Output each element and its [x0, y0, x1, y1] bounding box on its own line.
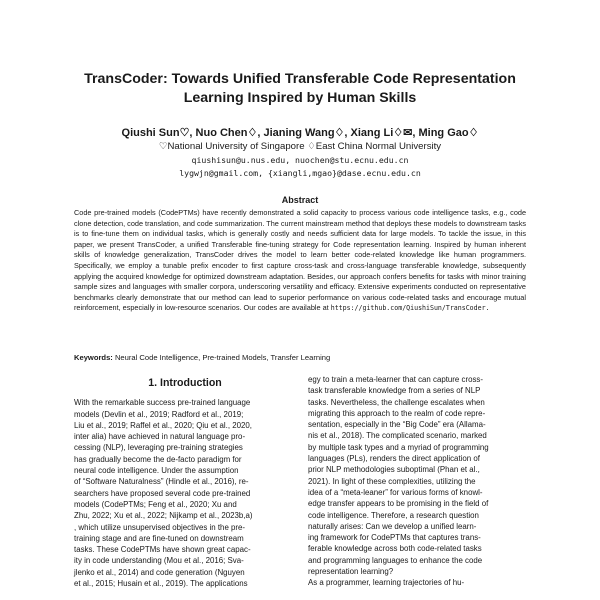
- intro-right-line: by multiple task types and a myriad of programming: [308, 442, 489, 452]
- section-heading-introduction: 1. Introduction: [148, 377, 222, 389]
- intro-left-line: Zhu, 2022; Xu et al., 2022; Nijkamp et al., 2023b,a): [74, 511, 253, 521]
- paper-title: [40, 70, 560, 108]
- keywords: [74, 352, 526, 363]
- intro-left-line: tasks. These CodePTMs have shown great capac-: [74, 545, 251, 555]
- intro-left-line: has gradually become the de-facto paradigm for: [74, 454, 242, 464]
- intro-right-line: tasks. Nevertheless, the challenge escalates when: [308, 397, 485, 407]
- intro-left-line: , which utilize unsupervised objectives in the pre-: [74, 522, 246, 532]
- abstract-body: [74, 208, 526, 314]
- intro-left-line: models (Devlin et al., 2019; Radford et al., 2019;: [74, 409, 244, 419]
- intro-left-line: ity in code understanding (Mou et al., 2016; Sva-: [74, 556, 244, 566]
- intro-right-line: ferable knowledge across both code-related tasks: [308, 544, 482, 554]
- intro-right-line: languages (PLs), renders the direct application of: [308, 454, 480, 464]
- intro-right-line: edge transfer appears to be promising in the field of: [308, 499, 489, 509]
- intro-right-line: sentation, especially in the “Big Code” era (Allama-: [308, 420, 486, 430]
- keywords-label: Keywords:: [74, 353, 113, 362]
- intro-right-column: [308, 374, 526, 589]
- title-line-1: TransCoder: Towards Unified Transferable Code Representation: [84, 71, 516, 87]
- intro-right-line: ing framework for CodePTMs that captures trans-: [308, 533, 481, 543]
- abstract-text: Code pre-trained models (CodePTMs) have recently demonstrated a solid capacity to process various code intelligence tasks, e.g., code clone detection, code translation, and code summarization. The current mainstream method that deploys these models to downstream tasks is to fine-tune them on individual tasks, which is generally costly and needs sufficient data for large models. To tackle the issue, in this paper, we present TransCoder, a unified Transferable fine-tuning strategy for Code representation learning. Inspired by human inherent skills of knowledge generalization, TransCoder drives the model to learn better code-related knowledge like human programmers. Specifically, we employ a tunable prefix encoder to first capture cross-task and cross-language transferable knowledge, subsequently applying the acquired knowledge for optimized downstream adaptation. Besides, our approach confers benefits for tasks with minor training sample sizes and languages with smaller corpora, underscoring versatility and efficacy. Extensive experiments conducted on representative benchmarks clearly demonstrate that our method can lead to superior performance on various code-related tasks and encourage mutual reinforcement, especially in low-resource scenarios. Our codes are available at: [74, 208, 526, 313]
- intro-right-line: and programming languages to enhance the code: [308, 555, 483, 565]
- intro-right-line: egy to train a meta-learner that can capture cross-: [308, 375, 483, 384]
- title-line-2: Learning Inspired by Human Skills: [183, 90, 417, 106]
- keywords-text: Neural Code Intelligence, Pre-trained Models, Transfer Learning: [112, 353, 331, 362]
- intro-left-line: neural code intelligence. Under the assumption: [74, 466, 239, 476]
- intro-right-line: task transferable knowledge from a series of NLP: [308, 386, 481, 396]
- intro-right-line: As a programmer, learning trajectories of hu-: [308, 578, 465, 588]
- code-url-link[interactable]: https://github.com/QiushiSun/TransCoder.: [330, 304, 490, 313]
- intro-right-text: [308, 374, 526, 589]
- intro-right-line: idea of a “meta-leaner” for various forms of knowl-: [308, 487, 483, 497]
- intro-left-line: of “Software Naturalness” (Hindle et al., 2016), re-: [74, 477, 249, 487]
- intro-right-line: naturally arises: Can we develop a unified learn-: [308, 521, 477, 531]
- abstract-heading: Abstract: [281, 195, 319, 205]
- intro-right-line: 2021). In light of these complexities, utilizing the: [308, 476, 476, 486]
- intro-right-line: prior NLP methodologies suboptimal (Phan et al.,: [308, 465, 480, 475]
- intro-right-line: migrating this approach to the realm of code repre-: [308, 408, 486, 418]
- intro-left-line: searchers have proposed several code pre-trained: [74, 488, 251, 498]
- affiliations: ♡National University of Singapore ♢East China Normal University: [158, 141, 442, 152]
- author-list: Qiushi Sun♡, Nuo Chen♢, Jianing Wang♢, Xiang Li♢✉, Ming Gao♢: [121, 127, 479, 139]
- intro-left-line: training stage and are fine-tuned on downstream: [74, 533, 244, 543]
- intro-right-line: nis et al., 2018). The complicated scenario, marked: [308, 431, 487, 441]
- intro-right-line: code intelligence. Therefore, a research question: [308, 510, 479, 520]
- intro-left-line: inter alia) have achieved in natural language pro-: [74, 432, 246, 442]
- email-line-1: qiushisun@u.nus.edu, nuochen@stu.ecnu.edu.cn: [191, 155, 409, 165]
- intro-left-text: [74, 397, 296, 589]
- intro-right-line: representation learning?: [308, 567, 394, 577]
- intro-left-line: With the remarkable success pre-trained language: [74, 398, 251, 408]
- intro-left-line: models (CodePTMs; Feng et al., 2020; Xu and: [74, 499, 237, 509]
- email-line-2: lygwjn@gmail.com, {xiangli,mgao}@dase.ecnu.edu.cn: [179, 168, 421, 178]
- intro-left-line: jlenko et al., 2014) and code generation (Nguyen: [74, 567, 245, 577]
- intro-left-line: Liu et al., 2019; Raffel et al., 2020; Qiu et al., 2020,: [74, 420, 252, 430]
- intro-left-line: cessing (NLP), leveraging pre-training strategies: [74, 443, 243, 453]
- intro-left-column: [74, 378, 296, 589]
- intro-left-line: et al., 2015; Husain et al., 2019). The applications: [74, 579, 248, 589]
